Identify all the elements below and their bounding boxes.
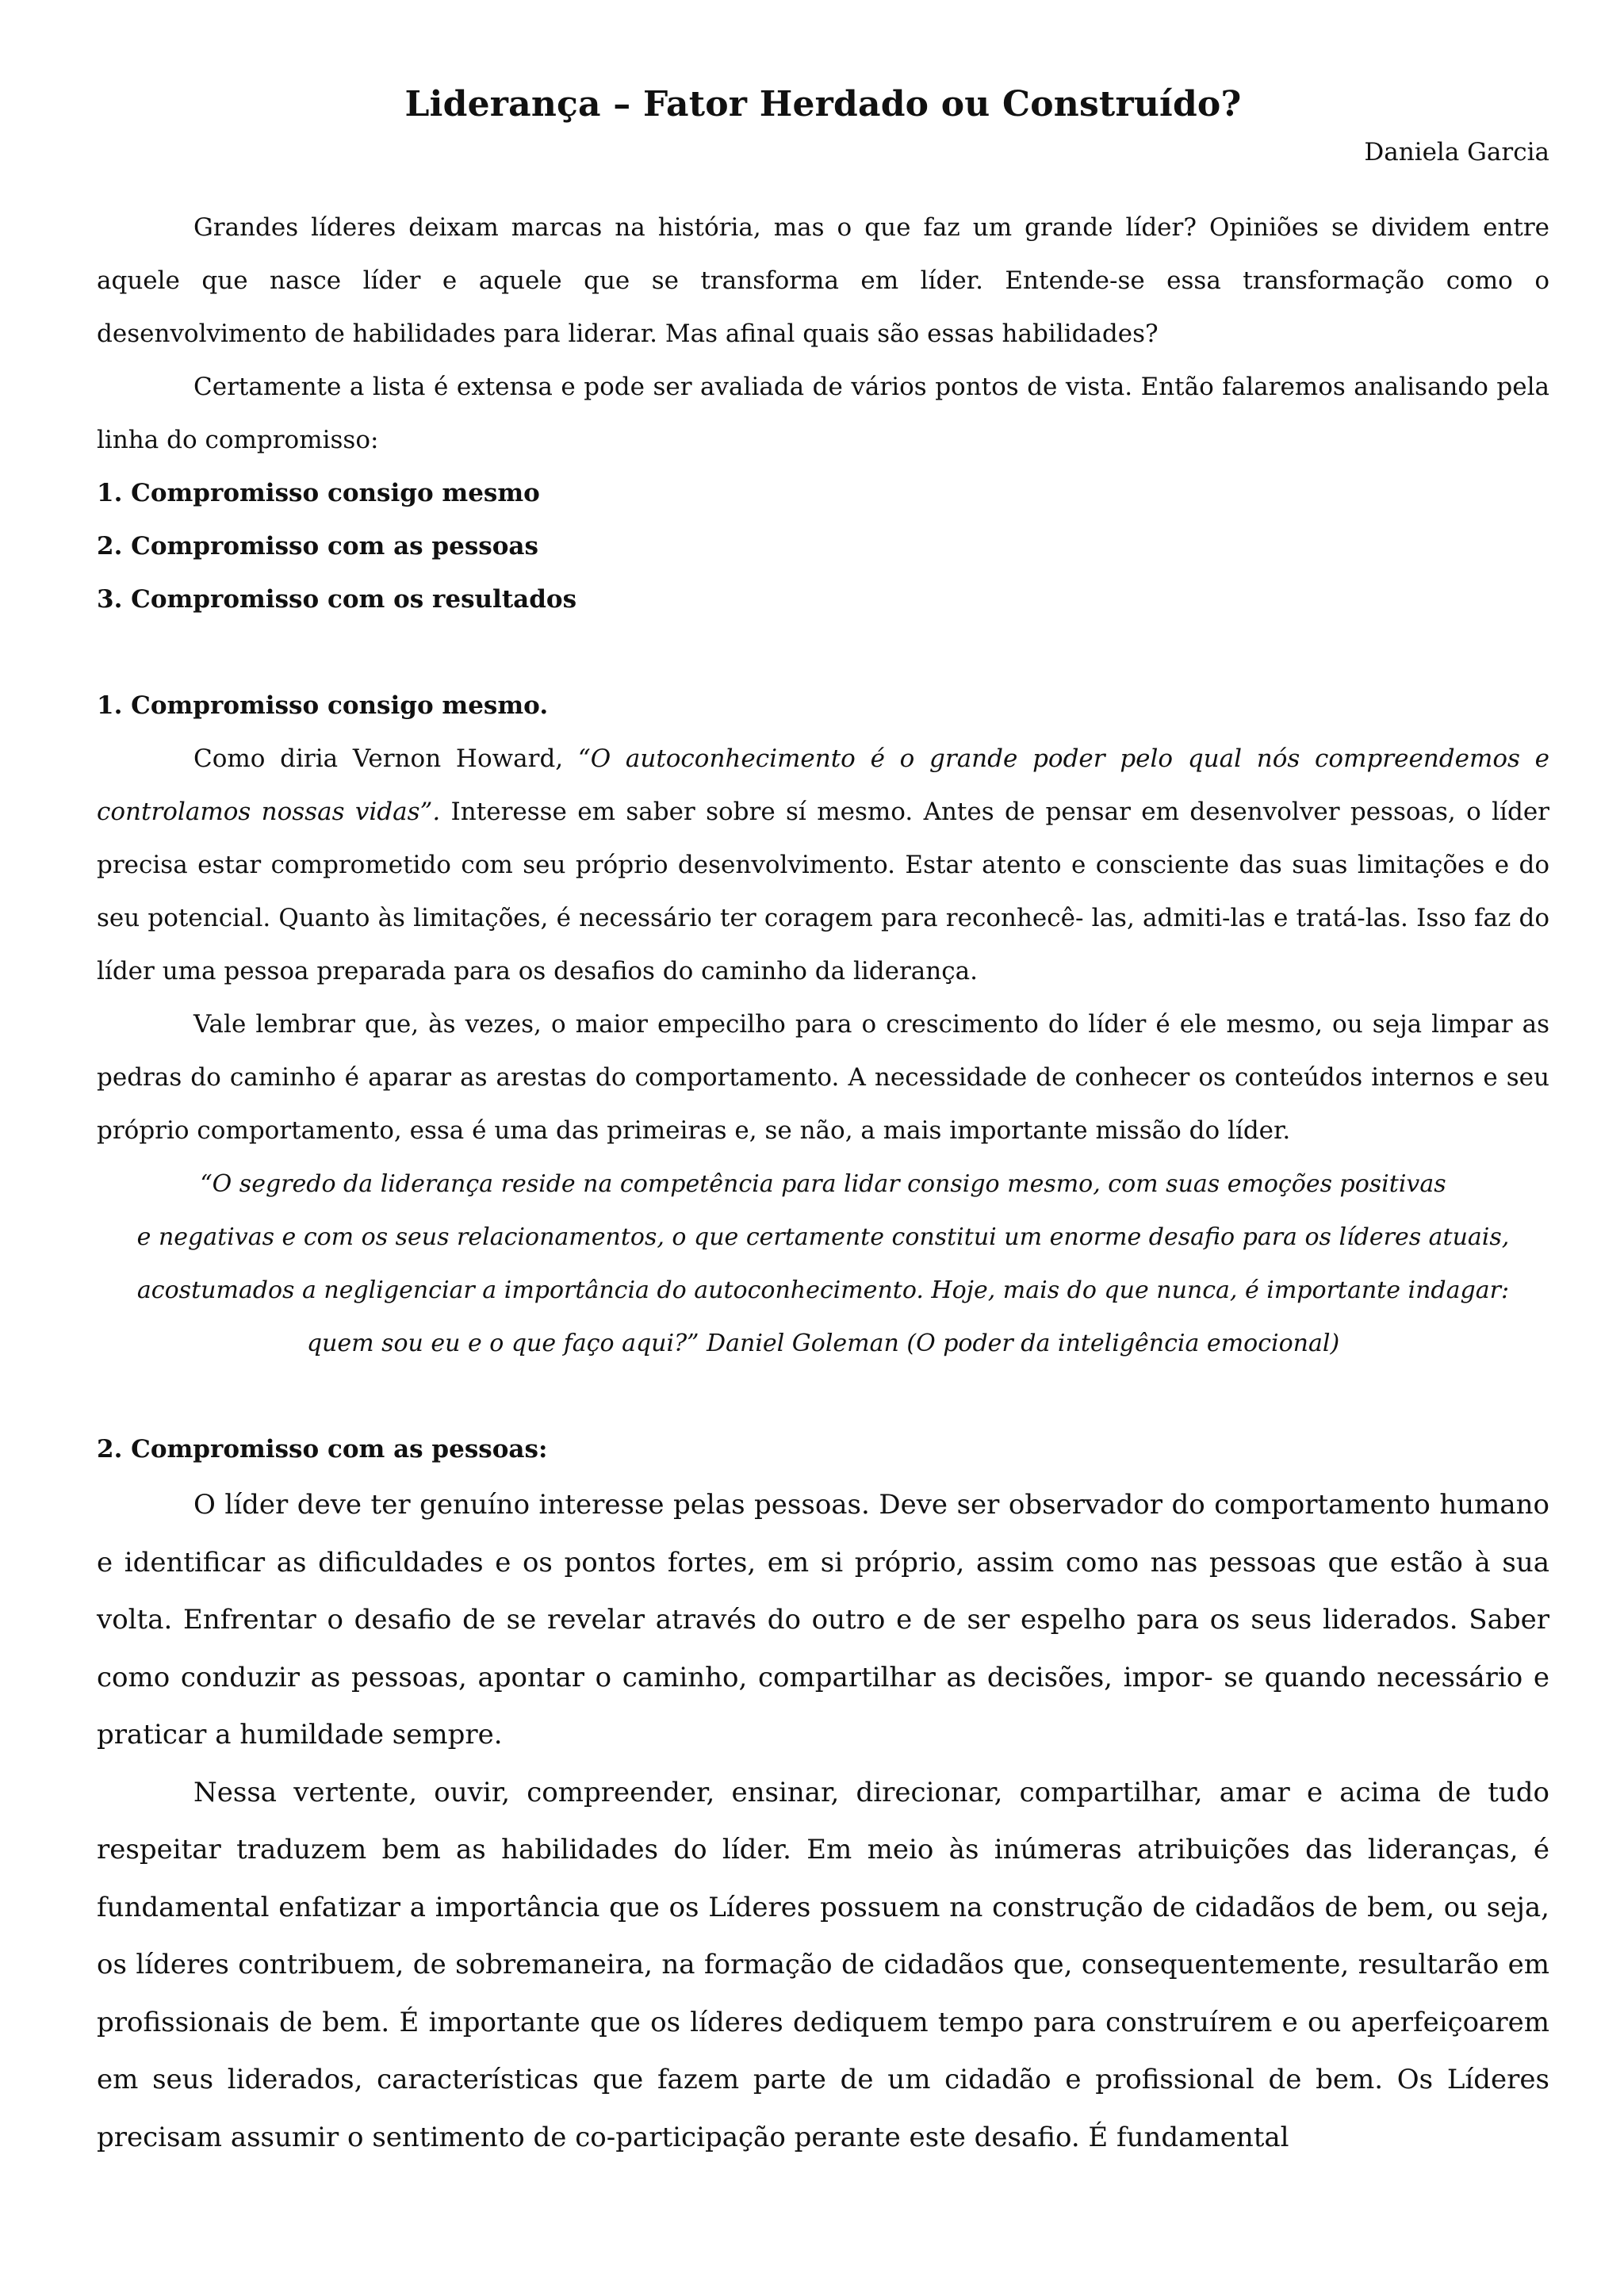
quote-line: acostumados a negligenciar a importância do autoconhecimento. Hoje, mais do que nunca, é importante indagar: <box>136 1276 1510 1304</box>
goleman-quote <box>97 1158 1549 1370</box>
vernon-howard-quote: “O autoconhecimento é o grande poder pelo qual nós compreendemos e controlamos nossas vidas”. <box>97 744 1549 826</box>
quote-line: “O segredo da liderança reside na competência para lidar consigo mesmo, com suas emoções positivas <box>200 1170 1446 1198</box>
section-2-heading: 2. Compromisso com as pessoas: <box>97 1435 548 1464</box>
paragraph-lead: Como diria Vernon Howard, <box>193 744 578 773</box>
section-2-paragraph-1: O líder deve ter genuíno interesse pelas pessoas. Deve ser observador do comportamento humano e identificar as dificuldades e os pontos fortes, em si próprio, assim como nas pessoas que estão à sua volta. Enfrentar o desafio de se revelar através do outro e de ser espelho para os seus liderados. Saber como conduzir as pessoas, apontar o caminho, compartilhar as decisões, impor- se quando necessário e praticar a humildade sempre. <box>97 1489 1549 1751</box>
quote-line: quem sou eu e o que faço aqui?” Daniel Goleman (O poder da inteligência emocional) <box>306 1330 1340 1357</box>
intro-paragraph-1: Grandes líderes deixam marcas na história, mas o que faz um grande líder? Opiniões se dividem entre aquele que nasce líder e aquele que se transforma em líder. Entende-se essa transformação como o desenvolvimento de habilidades para liderar. Mas afinal quais são essas habilidades? <box>97 213 1549 348</box>
author-name: Daniela Garcia <box>1364 138 1549 166</box>
list-item: 1. Compromisso consigo mesmo <box>97 479 540 507</box>
document-title: Liderança – Fator Herdado ou Construído? <box>404 84 1242 124</box>
section-1-paragraph-2: Vale lembrar que, às vezes, o maior empecilho para o crescimento do líder é ele mesmo, ou seja limpar as pedras do caminho é aparar as arestas do comportamento. A necessidade de conhecer os conteúdos internos e seu próprio comportamento, essa é uma das primeiras e, se não, a mais importante missão do líder. <box>97 1010 1549 1145</box>
list-item: 2. Compromisso com as pessoas <box>97 532 538 561</box>
quote-line: e negativas e com os seus relacionamentos, o que certamente constitui um enorme desafio para os líderes atuais, <box>136 1223 1510 1251</box>
intro-paragraph-2: Certamente a lista é extensa e pode ser avaliada de vários pontos de vista. Então falaremos analisando pela linha do compromisso: <box>97 373 1549 454</box>
paragraph-rest: Interesse em saber sobre sí mesmo. Antes de pensar em desenvolver pessoas, o líder precisa estar comprometido com seu próprio desenvolvimento. Estar atento e consciente das suas limitações e do seu potencial. Quanto às limitações, é necessário ter coragem para reconhecê- las, admiti-las e tratá-las. Isso faz do líder uma pessoa preparada para os desafios do caminho da liderança. <box>97 798 1549 985</box>
section-1-heading: 1. Compromisso consigo mesmo. <box>97 691 549 720</box>
list-item: 3. Compromisso com os resultados <box>97 585 577 614</box>
section-2-paragraph-2: Nessa vertente, ouvir, compreender, ensinar, direcionar, compartilhar, amar e acima de tudo respeitar traduzem bem as habilidades do líder. Em meio às inúmeras atribuições das lideranças, é fundamental enfatizar a importância que os Líderes possuem na construção de cidadãos de bem, ou seja, os líderes contribuem, de sobremaneira, na formação de cidadãos que, consequentemente, resultarão em profissionais de bem. É importante que os líderes dediquem tempo para construírem e ou aperfeiçoarem em seus liderados, características que fazem parte de um cidadão e profissional de bem. Os Líderes precisam assumir o sentimento de co-participação perante este desafio. É fundamental <box>97 1776 1549 2153</box>
document-page <box>97 76 1549 2166</box>
commitment-list <box>97 467 1549 626</box>
section-1-paragraph-1 <box>97 733 1549 998</box>
